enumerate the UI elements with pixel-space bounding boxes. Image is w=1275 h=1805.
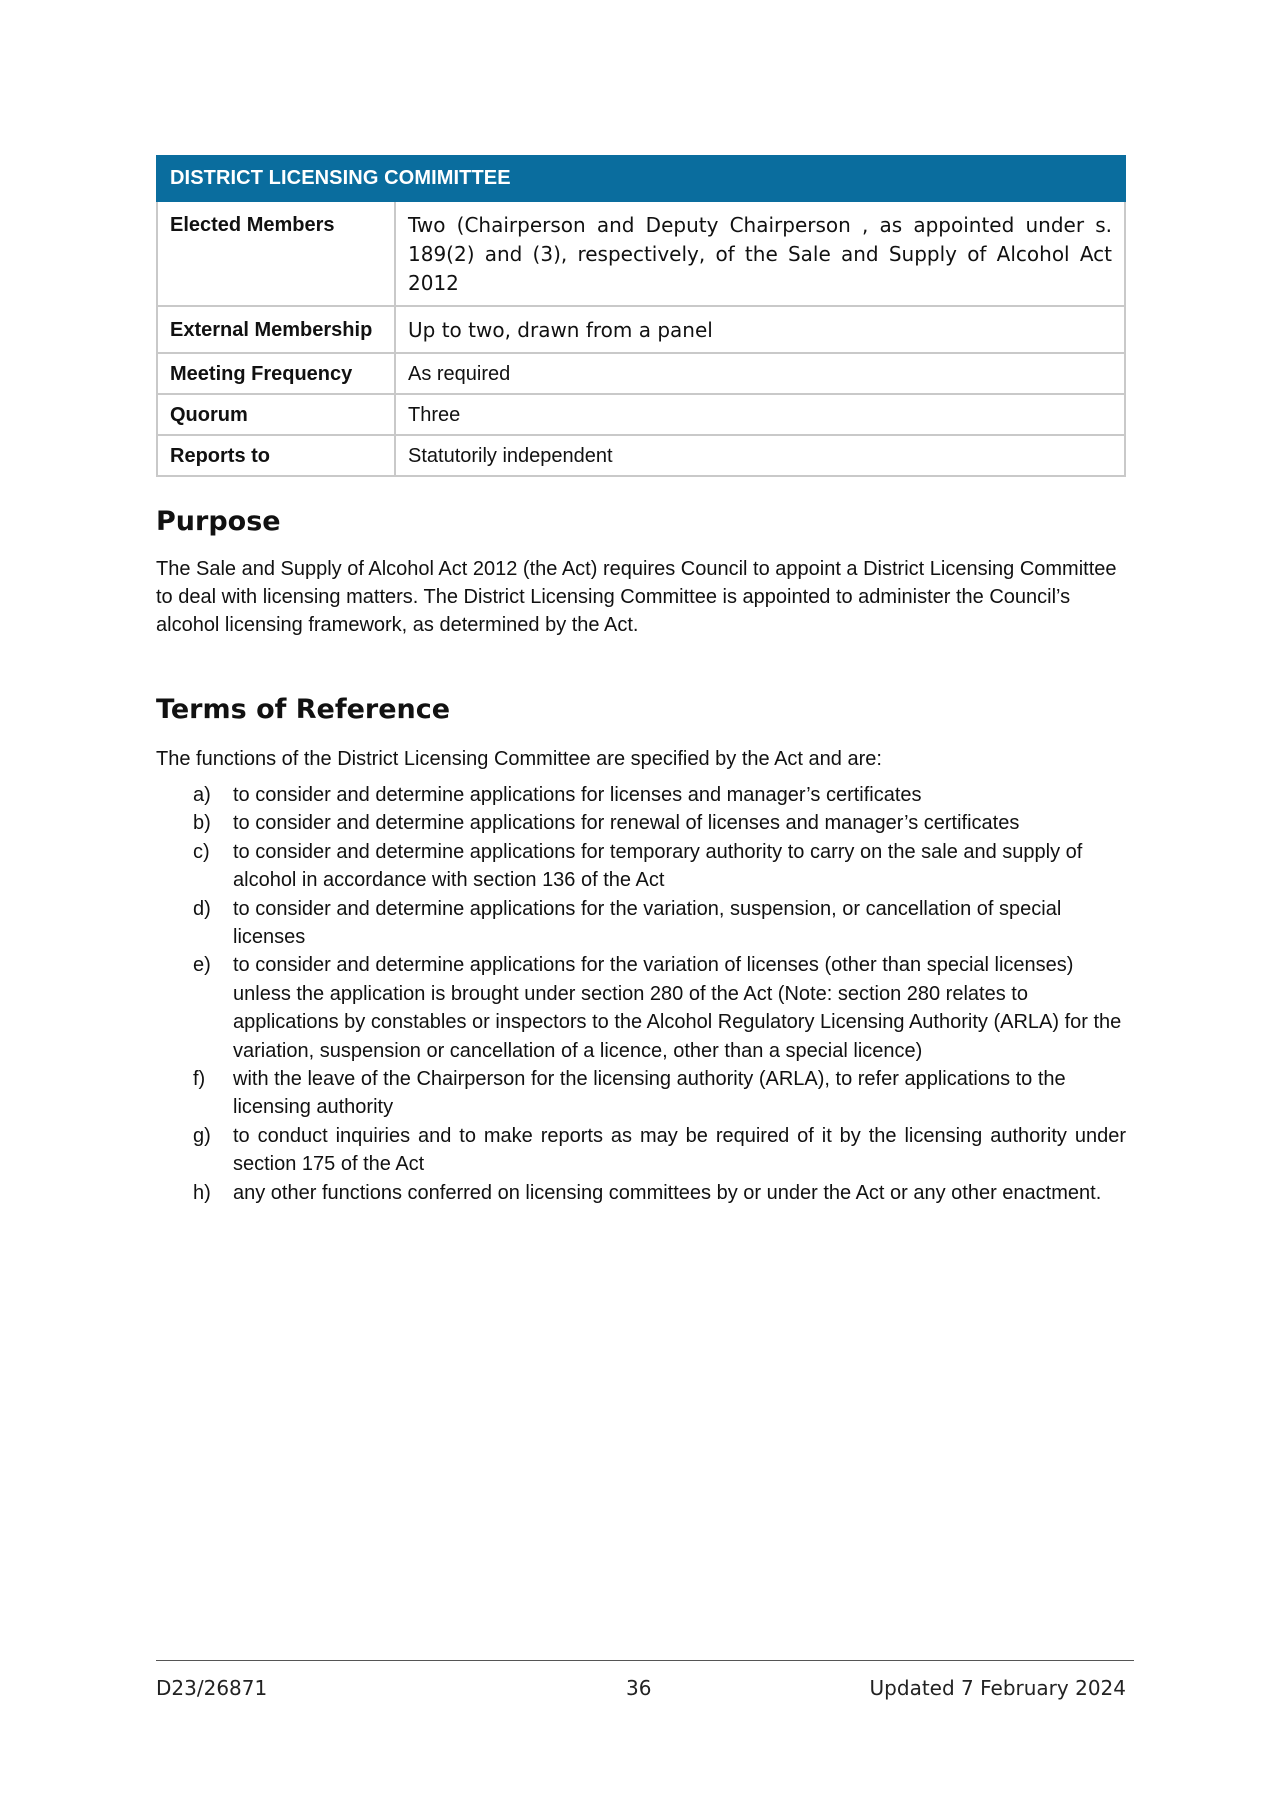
footer-page-number: 36 [626,1676,652,1700]
list-item [156,1065,1126,1122]
list-item-text: to consider and determine applications for the variation, suspension, or cancellation of special licenses [233,897,1062,949]
list-item-text: any other functions conferred on licensing committees by or under the Act or any other enactment. [233,1181,1102,1204]
row-value: Three [395,394,1125,435]
list-item [156,1122,1126,1179]
purpose-paragraph: The Sale and Supply of Alcohol Act 2012 (the Act) requires Council to appoint a District Licensing Committee to deal with licensing matters. The District Licensing Committee is appointed to administer the Council’s alcohol licensing framework, as determined by the Act. [156,558,1117,636]
list-item-text: to consider and determine applications for licenses and manager’s certificates [233,784,922,806]
list-item [156,781,1126,809]
list-marker: e) [193,954,211,977]
list-item [156,895,1126,952]
row-label: Elected Members [157,201,395,306]
table-row-elected-members [157,201,1125,306]
list-item-text: with the leave of the Chairperson for the licensing authority (ARLA), to refer applications to the licensing authority [233,1068,1066,1119]
row-value: Statutorily independent [395,435,1125,476]
list-item [156,809,1126,837]
list-marker: g) [193,1124,211,1147]
table-row-external-membership [157,306,1125,353]
table-row-quorum [157,394,1125,435]
footer-document-id: D23/26871 [156,1676,268,1700]
footer-divider [156,1660,1134,1661]
table-row-reports-to [157,435,1125,476]
footer-updated-date: Updated 7 February 2024 [869,1676,1126,1700]
row-label: External Membership [157,306,395,353]
row-label: Quorum [157,394,395,435]
purpose-heading: Purpose [156,506,281,537]
row-label: Meeting Frequency [157,353,395,394]
list-marker: h) [193,1181,211,1204]
terms-of-reference-intro: The functions of the District Licensing Committee are specified by the Act and are: [156,748,882,770]
committee-table [156,155,1126,477]
list-item-text: to consider and determine applications for temporary authority to carry on the sale and supply of alcohol in accordance with section 136 of the Act [233,840,1083,892]
list-item [156,1179,1126,1207]
list-marker: d) [193,897,211,920]
list-item-text: to consider and determine applications for renewal of licenses and manager’s certificates [233,812,1020,835]
table-row-meeting-frequency [157,353,1125,394]
list-marker: b) [193,812,211,835]
committee-table-header-row [157,156,1125,201]
row-label: Reports to [157,435,395,476]
row-value: Two (Chairperson and Deputy Chairperson , as appointed under s. 189(2) and (3), respectively, of the Sale and Supply of Alcohol Act 2012 [395,201,1125,306]
list-item-text: to consider and determine applications for the variation of licenses (other than special licenses) unless the application is brought under section 280 of the Act (Note: section 280 relates to applications by constables or inspectors to the Alcohol Regulatory Licensing Authority (ARLA) for the variation, suspension or cancellation of a licence, other than a special licence) [233,954,1122,1062]
row-value: Up to two, drawn from a panel [395,306,1125,353]
list-marker: a) [193,784,211,806]
committee-table-title: DISTRICT LICENSING COMIMITTEE [157,156,1125,201]
list-item-text: to conduct inquiries and to make reports as may be required of it by the licensing authority under section 175 of the Act [233,1124,1126,1176]
list-item [156,838,1126,895]
functions-list [156,781,1126,1207]
row-value: As required [395,353,1125,394]
list-marker: f) [193,1068,206,1091]
terms-of-reference-heading: Terms of Reference [156,694,451,725]
list-item [156,951,1126,1065]
list-marker: c) [193,840,210,863]
